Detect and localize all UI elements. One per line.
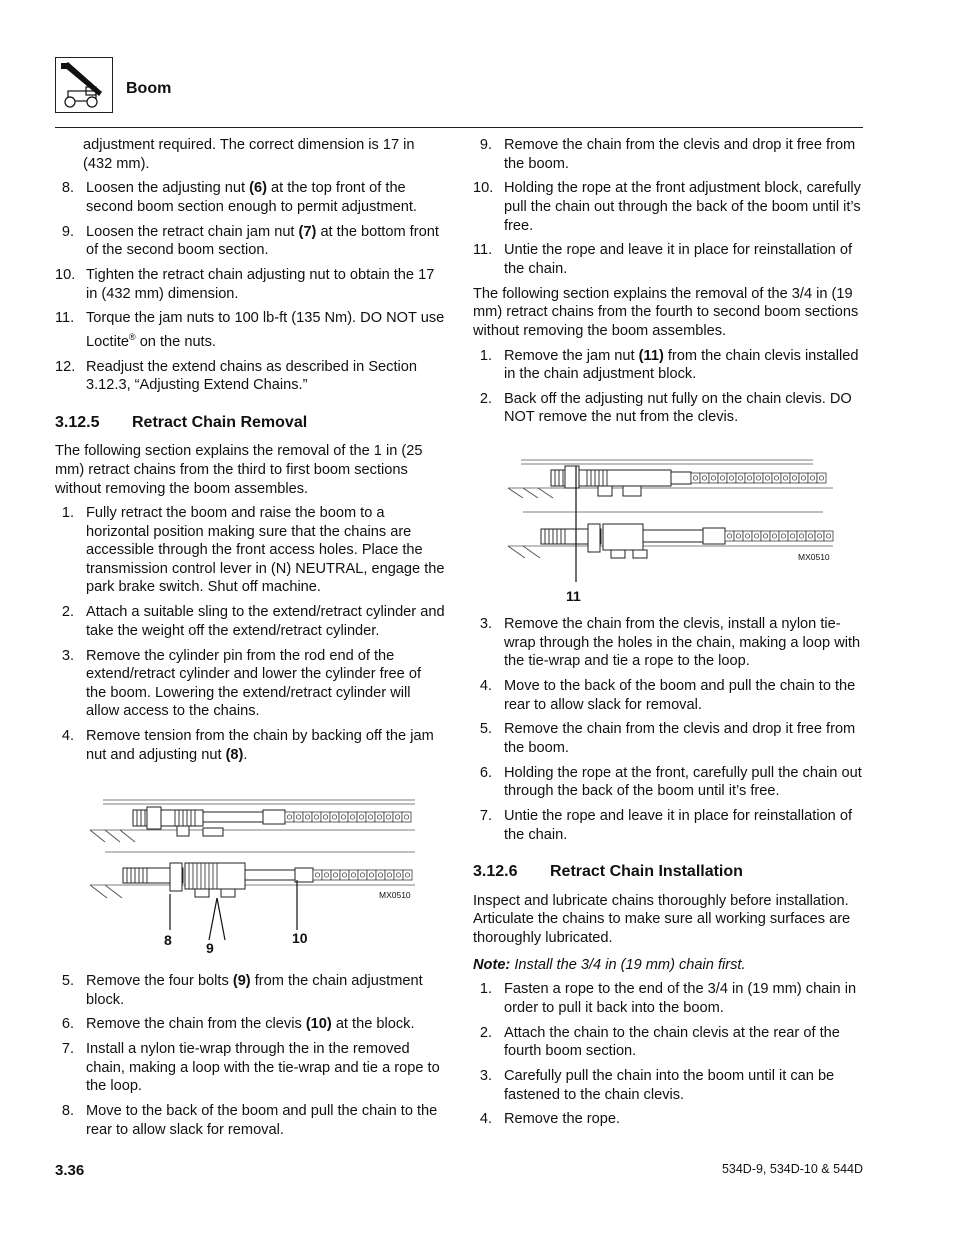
- callout-11: 11: [566, 588, 581, 604]
- list-item: [55, 266, 445, 303]
- list-item: [55, 603, 445, 640]
- step-text: Remove the cylinder pin from the rod end of the extend/retract cylinder and lower the cylinder free of the boom. Lowering the extend/retract cylinder will allow access to the chains.: [86, 647, 422, 720]
- step-number: 10.: [55, 266, 76, 283]
- step-text: Remove the jam nut (11) from the chain clevis installed in the chain adjustment block.: [504, 347, 859, 383]
- list-item: [473, 390, 863, 427]
- step-text: Move to the back of the boom and pull the chain to the rear to allow slack for removal.: [504, 677, 856, 713]
- left-column-bottom: [55, 972, 445, 1146]
- step-number: 6.: [61, 1016, 74, 1033]
- page-number: 3.36: [55, 1162, 85, 1179]
- step-text: Remove the chain from the clevis and drop it free from the boom.: [504, 721, 856, 756]
- intro-paragraph: Inspect and lubricate chains thoroughly before installation. Articulate the chains to make sure all working surfaces are thoroughly lubricated.: [473, 892, 851, 947]
- step-number: 4.: [61, 728, 74, 745]
- step-number: 3.: [479, 616, 492, 632]
- step-list: [55, 504, 445, 764]
- step-text: Install a nylon tie-wrap through the in the removed chain, making a loop with the tie-wrap and tie a rope to the loop.: [86, 1041, 440, 1095]
- list-item: [55, 1040, 445, 1096]
- chain-adjustment-figure: [85, 790, 420, 960]
- step-text: Attach a suitable sling to the extend/retract cylinder and take the weight off the extend/retract cylinder.: [86, 604, 445, 639]
- step-text: Remove tension from the chain by backing off the jam nut and adjusting nut (8).: [86, 728, 434, 763]
- step-list: [473, 347, 863, 428]
- chain: [725, 531, 833, 541]
- continued-text: adjustment required. The correct dimension is 17 in (432 mm).: [83, 137, 415, 172]
- step-list: [473, 980, 863, 1129]
- step-text: Remove the four bolts (9) from the chain adjustment block.: [86, 973, 423, 1008]
- note-text: Install the 3/4 in (19 mm) chain first.: [510, 956, 746, 973]
- step-text: Loosen the retract chain jam nut (7) at the bottom front of the second boom section.: [86, 223, 439, 259]
- step-text: Back off the adjusting nut fully on the chain clevis. DO NOT remove the nut from the clevis.: [504, 390, 852, 426]
- step-text: Remove the chain from the clevis and drop it free from the boom.: [504, 137, 856, 172]
- list-item: [473, 347, 863, 384]
- list-item: [473, 764, 863, 801]
- boom-logo: [55, 57, 113, 113]
- list-item: [473, 980, 863, 1017]
- figure-code: MX0510: [798, 552, 830, 562]
- callout-10: 10: [292, 930, 308, 946]
- step-number: 10.: [473, 180, 494, 197]
- step-text: Fully retract the boom and raise the boom to a horizontal position making sure that the chains are accessible through the front access holes. Place the transmission control lever in (N) NEUTRAL, engage the park brake switch. Shut off machine.: [86, 505, 445, 596]
- step-text: Holding the rope at the front, carefully pull the chain out through the back of the boom until it’s free.: [504, 764, 862, 800]
- step-number: 2.: [479, 390, 492, 407]
- list-item: [473, 241, 863, 278]
- chain-clevis-figure: [503, 452, 838, 612]
- list-item: [473, 807, 863, 844]
- list-item: [55, 309, 445, 351]
- list-item: [473, 615, 863, 671]
- chain: [285, 812, 411, 822]
- right-column-bottom: [473, 615, 863, 1135]
- telehandler-icon: [56, 58, 112, 112]
- step-list: [473, 136, 863, 279]
- step-number: 6.: [479, 764, 492, 781]
- section-title: Boom: [126, 80, 172, 97]
- step-list: [55, 179, 445, 395]
- step-number: 4.: [479, 1111, 492, 1128]
- section-heading: 3.12.6 Retract Chain Installation: [473, 863, 743, 881]
- step-number: 2.: [479, 1024, 492, 1041]
- step-number: 11.: [55, 310, 75, 327]
- step-number: 12.: [55, 358, 76, 375]
- section-heading: 3.12.5 Retract Chain Removal: [55, 413, 308, 431]
- step-text: Holding the rope at the front adjustment block, carefully pull the chain out through the back of the boom until it’s free.: [504, 180, 861, 234]
- step-number: 3.: [479, 1068, 492, 1084]
- step-number: 9.: [479, 137, 492, 153]
- list-item: [55, 179, 445, 216]
- step-number: 1.: [479, 981, 492, 998]
- left-column: [55, 136, 445, 771]
- callout-9: 9: [206, 940, 214, 956]
- step-number: 9.: [61, 223, 74, 240]
- list-item: [55, 647, 445, 721]
- header-rule: [55, 127, 863, 128]
- step-number: 8.: [61, 180, 74, 197]
- list-item: [55, 727, 445, 764]
- step-text: Fasten a rope to the end of the 3/4 in (19 mm) chain in order to pull it back into the boom.: [504, 981, 857, 1016]
- list-item: [55, 1015, 445, 1034]
- note-label: Note:: [473, 956, 511, 973]
- step-number: 7.: [479, 808, 492, 825]
- step-number: 7.: [61, 1041, 74, 1058]
- step-text: Remove the rope.: [504, 1111, 621, 1128]
- chain: [691, 473, 826, 483]
- list-item: [55, 358, 445, 395]
- step-number: 8.: [61, 1103, 74, 1120]
- list-item: [55, 504, 445, 597]
- step-text: Readjust the extend chains as described in Section 3.12.3, “Adjusting Extend Chains.”: [86, 358, 417, 394]
- list-item: [473, 1067, 863, 1104]
- right-column: [473, 136, 863, 433]
- step-text: Tighten the retract chain adjusting nut to obtain the 17 in (432 mm) dimension.: [86, 266, 435, 302]
- step-number: 1.: [61, 505, 74, 522]
- note: [473, 956, 863, 975]
- figure-code: MX0510: [379, 890, 411, 900]
- list-item: [55, 1102, 445, 1139]
- chain-diagram: [503, 452, 838, 612]
- list-item: [55, 223, 445, 260]
- callout-8: 8: [164, 932, 172, 948]
- step-text: Untie the rope and leave it in place for reinstallation of the chain.: [504, 242, 853, 277]
- step-text: Torque the jam nuts to 100 lb-ft (135 Nm). DO NOT use Loctite® on the nuts.: [86, 310, 445, 350]
- step-number: 11.: [473, 242, 493, 259]
- step-text: Loosen the adjusting nut (6) at the top front of the second boom section enough to permit adjustment.: [86, 180, 417, 215]
- step-list: [473, 615, 863, 844]
- list-item: [473, 136, 863, 173]
- step-text: Carefully pull the chain into the boom until it can be fastened to the chain clevis.: [504, 1068, 835, 1103]
- list-item: [473, 179, 863, 235]
- chain-diagram: [85, 790, 420, 960]
- intro-paragraph: The following section explains the removal of the 3/4 in (19 mm) retract chains from the fourth to second boom sections without removing the boom assembles.: [473, 285, 859, 339]
- step-list: [55, 972, 445, 1139]
- step-text: Remove the chain from the clevis (10) at the block.: [86, 1016, 415, 1033]
- intro-paragraph: The following section explains the removal of the 1 in (25 mm) retract chains from the third to first boom sections without removing the boom assembles.: [55, 443, 423, 497]
- step-text: Untie the rope and leave it in place for reinstallation of the chain.: [504, 808, 853, 843]
- model-numbers: 534D-9, 534D-10 & 544D: [721, 1162, 863, 1176]
- chain: [313, 870, 412, 880]
- list-item: [473, 720, 863, 757]
- step-text: Attach the chain to the chain clevis at the rear of the fourth boom section.: [504, 1024, 840, 1060]
- step-text: Move to the back of the boom and pull the chain to the rear to allow slack for removal.: [86, 1103, 438, 1138]
- step-number: 5.: [61, 973, 74, 989]
- step-number: 3.: [61, 647, 74, 664]
- list-item: [55, 972, 445, 1009]
- list-item: [473, 1024, 863, 1061]
- list-item: [473, 677, 863, 714]
- step-number: 4.: [479, 677, 492, 694]
- step-number: 2.: [61, 604, 74, 621]
- step-number: 5.: [479, 721, 492, 738]
- step-number: 1.: [479, 347, 492, 364]
- list-item: [473, 1110, 863, 1129]
- step-text: Remove the chain from the clevis, install a nylon tie-wrap through the holes in the chain, making a loop with the tie-wrap and tie a rope to the loop.: [504, 616, 861, 670]
